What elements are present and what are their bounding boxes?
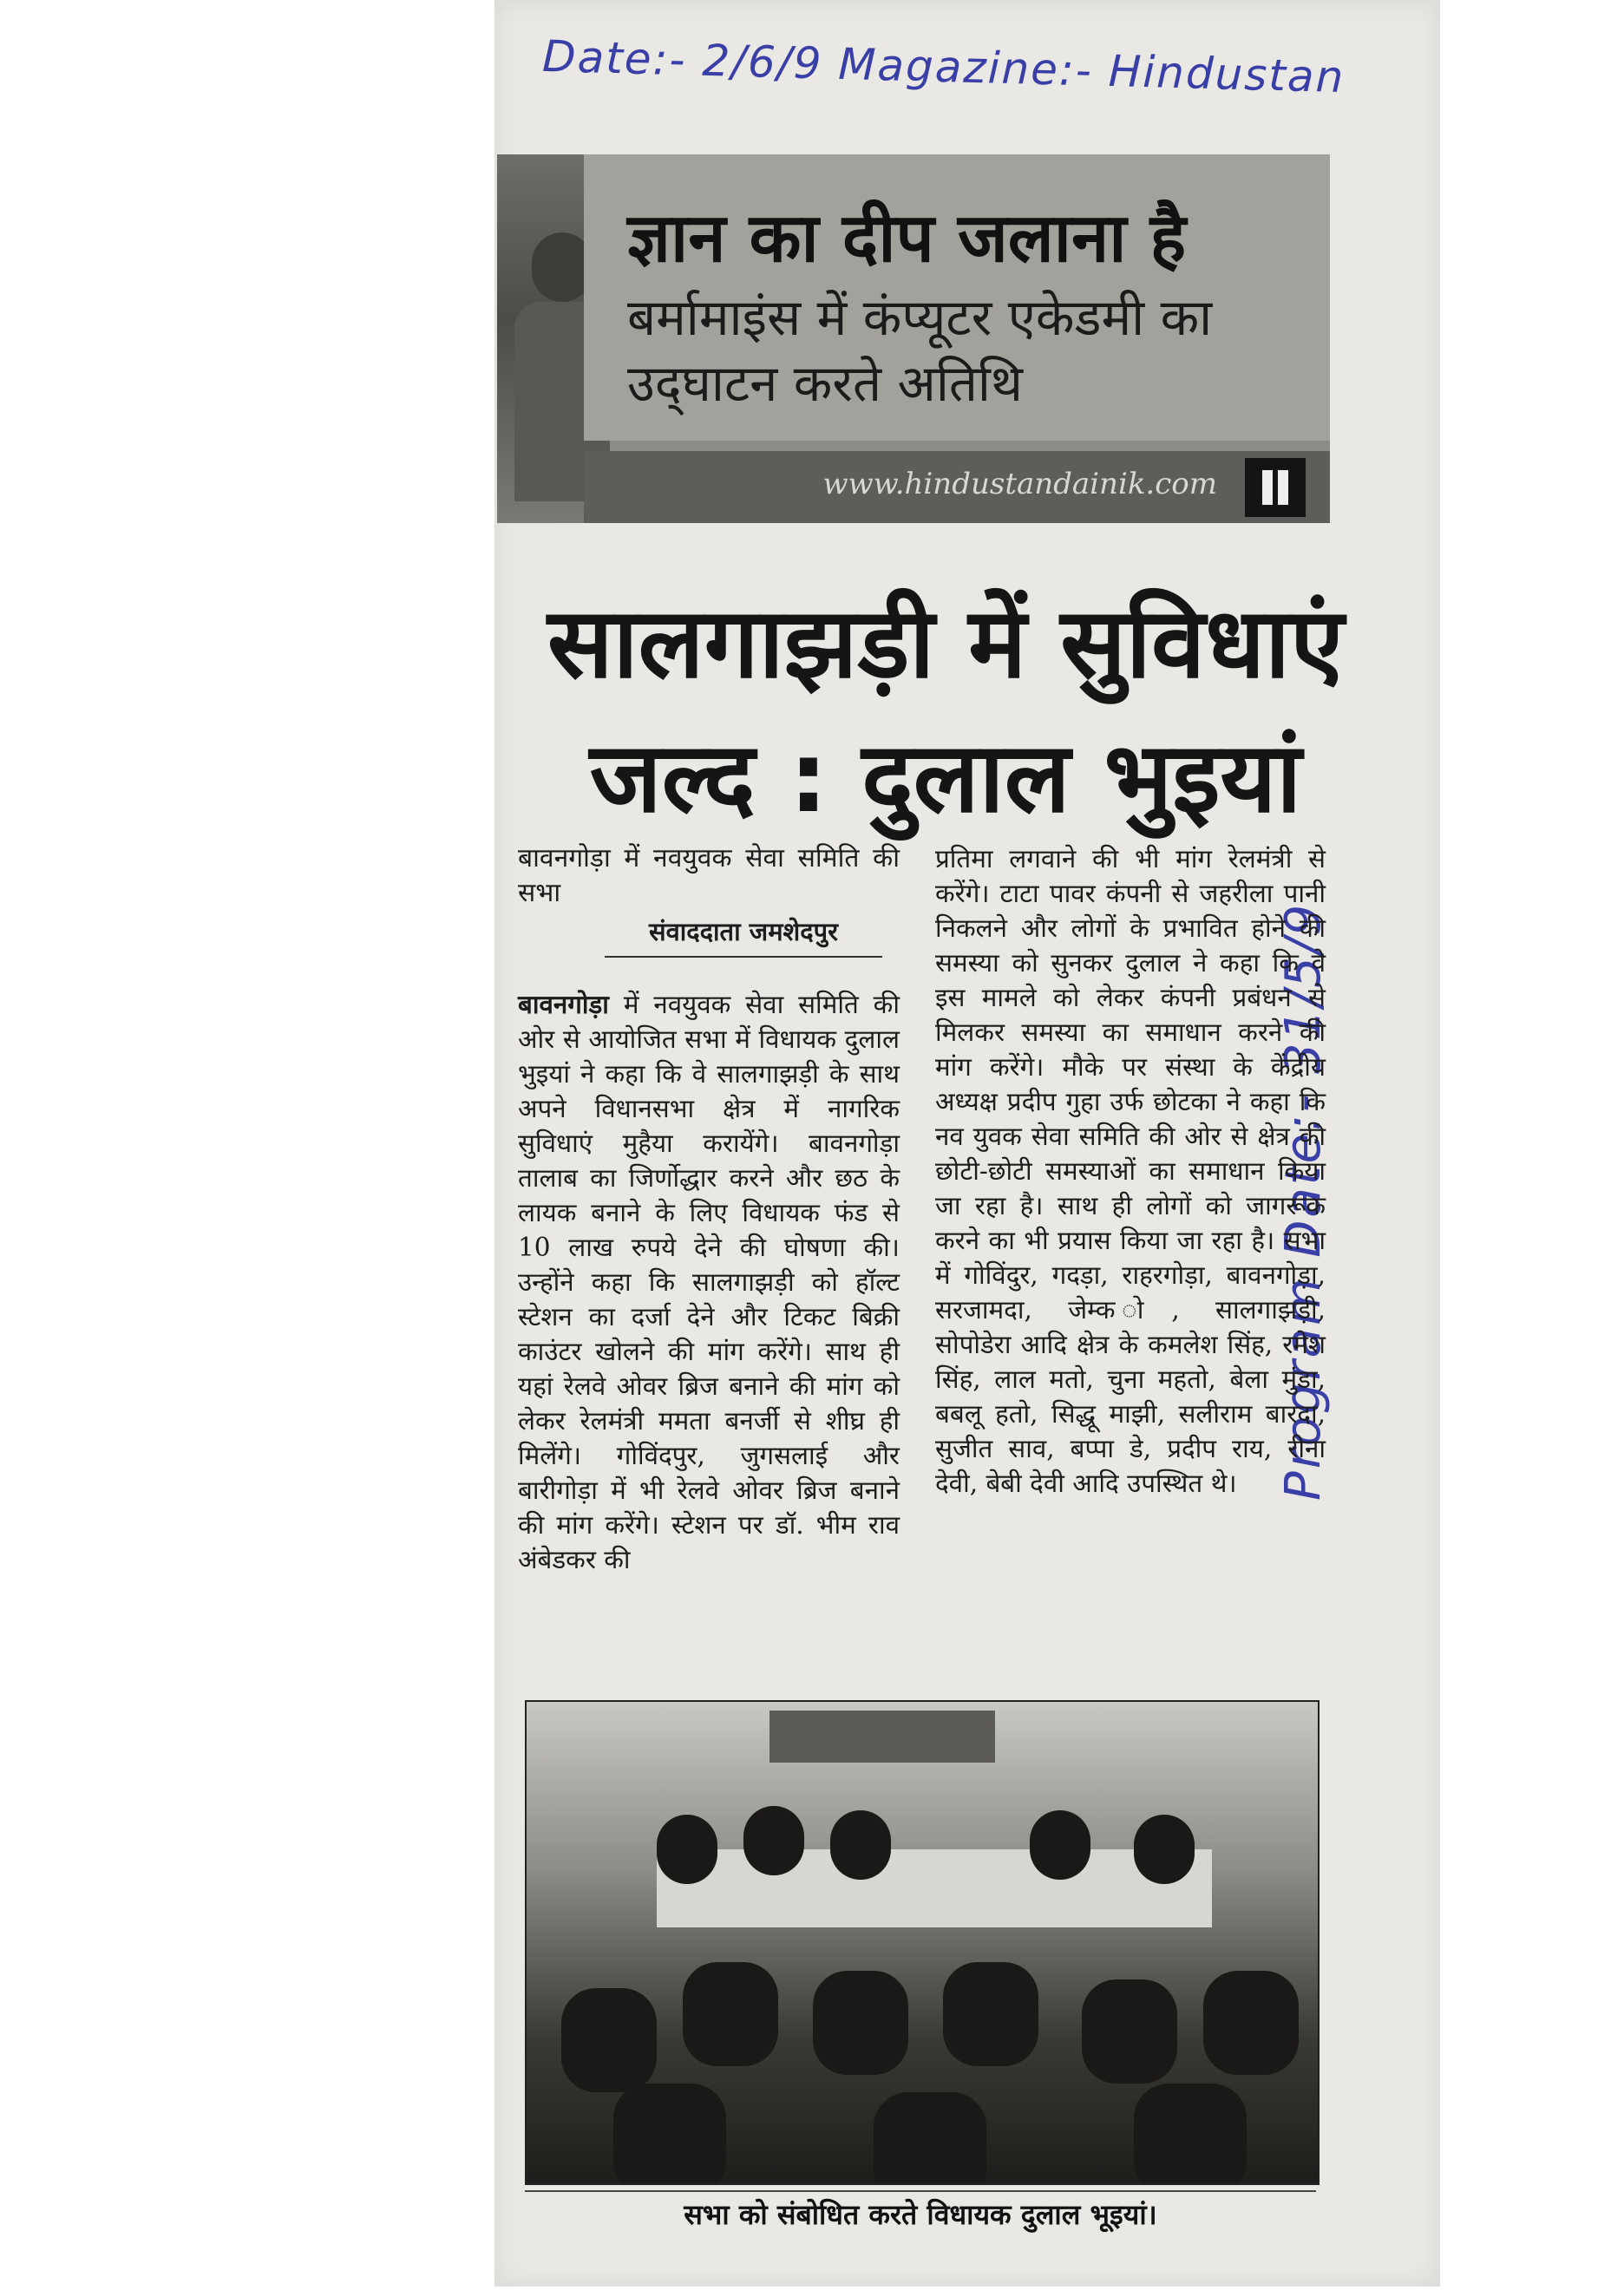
- promo-banner: [497, 154, 1330, 523]
- body-text-left: में नवयुवक सेवा समिति की ओर से आयोजित सभा में विधायक दुलाल भुइयां ने कहा कि वे सालगाझड़ी के साथ अपने विधानसभा क्षेत्र में नागरिक सुविधाएं मुहैया करायेंगे। बावनगोड़ा तालाब का जिर्णोद्धार करने और छठ के लायक बनाने के लिए विधायक फंड से 10 लाख रुपये देने की घोषणा की। उन्होंने कहा कि सालगाझड़ी को हॉल्ट स्टेशन का दर्जा देने और टिकट बिक्री काउंटर खोलने की मांग करेंगे। साथ ही यहां रेलवे ओवर ब्रिज बनाने की मांग को लेकर रेलमंत्री ममता बनर्जी से शीघ्र ही मिलेंगे। गोविंदपुर, जुगसलाई और बारीगोड़ा में भी रेलवे ओवर ब्रिज बनाने की मांग करेंगे। स्टेशन पर डॉ. भीम राव अंबेडकर की: [518, 990, 900, 1574]
- article-column-right: [935, 841, 1326, 1501]
- headline-line-2: जल्द : दुलाल भुइयां: [589, 722, 1302, 834]
- lead-word: बावनगोड़ा: [518, 990, 609, 1019]
- headline-line-1: सालगाझड़ी में सुविधाएं: [547, 587, 1345, 700]
- meeting-photo: [525, 1700, 1320, 2185]
- byline: संवाददाता जमशेदपुर: [605, 914, 882, 958]
- banner-url: www.hindustandainik.com: [822, 467, 1217, 501]
- article-body-left: [518, 987, 900, 1577]
- banner-url-strip: [584, 451, 1330, 523]
- banner-subtitle: बर्मामाइंस में कंप्यूटर एकेडमी का उद्‌घाटन करते अतिथि: [627, 288, 1213, 413]
- banner-photo: [497, 154, 584, 523]
- pause-icon: [1245, 458, 1306, 517]
- handwritten-date-note: Date:- 2/6/9 Magazine:- Hindustan: [541, 30, 1346, 103]
- body-text-right: प्रतिमा लगवाने की भी मांग रेलमंत्री से करेंगे। टाटा पावर कंपनी से जहरीला पानी निकलने और लोगों के प्रभावित होने की समस्या को सुनकर दुलाल ने कहा कि वे इस मामले को लेकर कंपनी प्रबंधन से मिलकर समस्या का समाधान करने की मांग करेंगे। मौके पर संस्था के केंद्रीय अध्यक्ष प्रदीप गुहा उर्फ छोटका ने कहा कि नव युवक सेवा समिति की ओर से क्षेत्र की छोटी-छोटी समस्याओं का समाधान किया जा रहा है। साथ ही लोगों को जागरूक करने का भी प्रयास किया जा रहा है। सभा में गोविंदुर, गदड़ा, राहरगोड़ा, बावनगोड़ा, सरजामदा, जेम्क ो, सालगाझड़ी, सोपोडेरा आदि क्षेत्र के कमलेश सिंह, रमेश सिंह, लाल मतो, चुना महतो, बेला मुंडा, बबलू हतो, सिद्धू माझी, सलीराम बारदा, सुजीत साव, बप्पा डे, प्रदीप राय, रीना देवी, बेबी देवी आदि उपस्थित थे।: [935, 844, 1326, 1498]
- banner-title: ज्ञान का दीप जलाना है: [627, 200, 1187, 278]
- photo-caption: सभा को संबोधित करते विधायक दुलाल भूइयां।: [525, 2190, 1316, 2236]
- article-column-left: [518, 841, 900, 1577]
- article-intro: बावनगोड़ा में नवयुवक सेवा समिति की सभा: [518, 843, 900, 908]
- handwritten-program-date: Program Date:- 31/5/9: [1275, 901, 1332, 1501]
